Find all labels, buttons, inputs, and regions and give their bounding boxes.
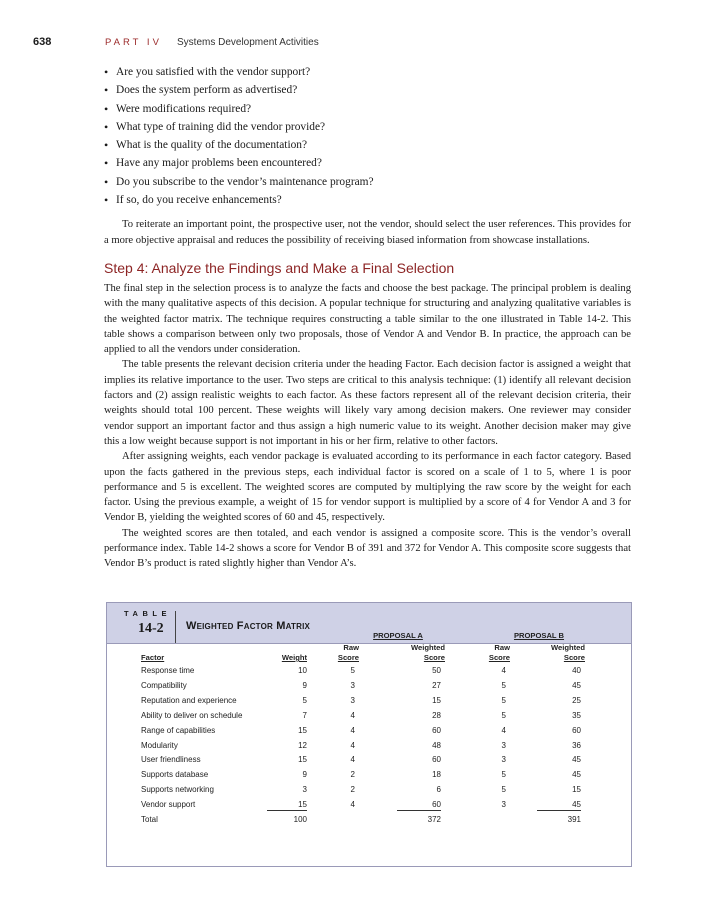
table-cell-weight: 3 <box>302 785 307 795</box>
table-cell-weight: 9 <box>302 770 307 780</box>
section-title: Systems Development Activities <box>177 37 319 48</box>
group-header-a: PROPOSAL A <box>373 631 423 640</box>
total-label: Total <box>141 815 158 824</box>
col-weight-header: Weight <box>281 653 307 662</box>
group-header-b: PROPOSAL B <box>513 631 565 640</box>
total-weighted-b: 391 <box>567 815 581 824</box>
table-label-number: 14-2 <box>138 621 164 636</box>
table-cell-weight: 5 <box>302 695 307 705</box>
step-heading: Step 4: Analyze the Findings and Make a Final Selection <box>104 259 455 276</box>
part-label: PART IV <box>105 37 162 48</box>
list-item: • Do you subscribe to the vendor’s maintenance program? <box>104 173 631 191</box>
table-cell-weight: 12 <box>298 740 307 750</box>
table-cell-factor: Modularity <box>141 740 178 750</box>
table-title: Weighted Factor Matrix <box>186 620 311 632</box>
col-raw-a-line2: Score <box>337 653 359 662</box>
table-cell-raw-b: 3 <box>501 800 506 810</box>
list-item: • Does the system perform as advertised? <box>104 81 631 99</box>
table-cell-weight: 15 <box>267 800 307 811</box>
table-cell-raw-b: 5 <box>501 710 506 720</box>
bullet-list <box>104 63 631 209</box>
table-cell-raw-a: 4 <box>350 755 355 765</box>
table-cell-raw-a: 4 <box>350 740 355 750</box>
table-cell-raw-b: 4 <box>501 666 506 675</box>
table-cell-raw-b: 4 <box>501 725 506 735</box>
table-cell-raw-b: 3 <box>501 740 506 750</box>
table-cell-weighted-a: 27 <box>432 680 441 690</box>
total-weight: 100 <box>293 815 307 824</box>
list-item: • Are you satisfied with the vendor support? <box>104 63 631 81</box>
table-cell-factor: Range of capabilities <box>141 725 216 735</box>
col-weighted-b-line1: Weighted <box>550 643 585 652</box>
table-cell-weighted-b: 15 <box>572 785 581 795</box>
table-label-word: TABLE <box>124 609 171 618</box>
table-cell-raw-a: 3 <box>350 695 355 705</box>
table-cell-factor: Compatibility <box>141 680 187 690</box>
table-cell-weight: 10 <box>298 666 307 675</box>
table-cell-factor: User friendliness <box>141 755 201 765</box>
col-weighted-b-line2: Score <box>563 653 585 662</box>
col-weighted-a-line2: Score <box>423 653 445 662</box>
table-cell-weighted-a: 6 <box>436 785 441 795</box>
table-cell-weighted-b: 60 <box>572 725 581 735</box>
table-cell-weight: 7 <box>302 710 307 720</box>
body-content <box>104 63 631 572</box>
total-weighted-a: 372 <box>427 815 441 824</box>
col-raw-b-line1: Raw <box>494 643 510 652</box>
paragraph: After assigning weights, each vendor package is evaluated according to its performance in each factor category. Based upon the facts gathered in the previous steps, each individual factor is scored on a scale of 1 to 5, where 1 is poor performance and 5 is excellent. The weighted scores are computed by multiplying the raw score by the weight for each factor. Using the previous example, a weight of 15 for vendor support is multiplied by a score of 4 for Vendor A and 3 for Vendor B, yielding the weighted scores of 60 and 45, respectively. <box>104 451 631 524</box>
running-head <box>33 36 319 50</box>
table-cell-weighted-b: 40 <box>572 666 581 675</box>
table-cell-weighted-b: 45 <box>572 680 581 690</box>
table-cell-raw-a: 2 <box>350 785 355 795</box>
table-cell-raw-b: 3 <box>501 755 506 765</box>
table-cell-weighted-a: 60 <box>432 725 441 735</box>
list-item: • If so, do you receive enhancements? <box>104 191 631 209</box>
table-cell-weighted-b: 45 <box>537 800 581 811</box>
table-cell-weighted-a: 60 <box>432 755 441 765</box>
table-cell-weighted-b: 45 <box>572 755 581 765</box>
table-cell-factor: Ability to deliver on schedule <box>141 710 243 720</box>
table-cell-raw-b: 5 <box>501 695 506 705</box>
table-cell-raw-b: 5 <box>501 785 506 795</box>
table-cell-raw-a: 4 <box>350 800 355 810</box>
table-cell-raw-a: 2 <box>350 770 355 780</box>
paragraph: The final step in the selection process is to analyze the facts and choose the best package. The principal problem is dealing with the many qualitative aspects of this decision. A popular technique for structuring and analyzing qualitative variables is the weighted factor matrix. The technique requires constructing a table similar to the one illustrated in Table 14-2. This table shows a comparison between only two proposals, those of Vendor A and Vendor B. In practice, the approach can be applied to all the vendors under consideration. <box>104 282 631 356</box>
table-cell-weighted-a: 18 <box>432 770 441 780</box>
page-number: 638 <box>33 36 52 48</box>
table-cell-weight: 15 <box>298 725 307 735</box>
table-cell-weighted-a: 50 <box>432 666 441 675</box>
paragraph-reiterate: To reiterate an important point, the prospective user, not the vendor, should select the user references. This provides for a more objective appraisal and reduces the possibility of receiving biased information from showcase installations. <box>104 219 631 246</box>
table-cell-factor: Response time <box>141 666 195 675</box>
table-cell-raw-b: 5 <box>501 770 506 780</box>
table-cell-factor: Reputation and experience <box>141 695 237 705</box>
table-cell-weight: 15 <box>298 755 307 765</box>
table-cell-raw-a: 5 <box>350 666 355 675</box>
table-cell-weighted-a: 28 <box>432 710 441 720</box>
paragraph: The weighted scores are then totaled, and each vendor is assigned a composite score. This is the vendor’s overall performance index. Table 14-2 shows a score for Vendor B of 391 and 372 for Vendor A. This composite score suggests that Vendor B’s product is rated slightly higher than Vendor A’s. <box>104 527 631 570</box>
table-cell-weighted-b: 25 <box>572 695 581 705</box>
table-cell-factor: Vendor support <box>141 800 196 810</box>
table-cell-raw-b: 5 <box>501 680 506 690</box>
table-cell-weighted-a: 15 <box>432 695 441 705</box>
list-item: • Were modifications required? <box>104 100 631 118</box>
col-raw-b-line2: Score <box>488 653 510 662</box>
col-factor-header: Factor <box>141 653 165 662</box>
col-raw-a-line1: Raw <box>343 643 359 652</box>
table-cell-weighted-b: 45 <box>572 770 581 780</box>
paragraph: The table presents the relevant decision criteria under the heading Factor. Each decision factor is assigned a weight that implies its relative importance to the user. Two steps are critical to this analysis technique: (1) identify all relevant decision factors and (2) assign realistic weights to each factor. As these factors represent all of the relevant decision criteria, their weights should total 100 percent. These weights will likely vary among decision makers. One reviewer may consider vendor support an important factor and thus assign a high numeric value to its weight. Another decision maker may give this a low weight because support is not important in his or her firm, relative to other factors. <box>104 359 631 447</box>
table-cell-weighted-a: 60 <box>397 800 441 811</box>
table-cell-factor: Supports database <box>141 770 209 780</box>
list-item: • What type of training did the vendor provide? <box>104 118 631 136</box>
table-cell-raw-a: 4 <box>350 725 355 735</box>
list-item: • What is the quality of the documentation? <box>104 136 631 154</box>
table-cell-weighted-a: 48 <box>432 740 441 750</box>
table-cell-weight: 9 <box>302 680 307 690</box>
table-cell-weighted-b: 36 <box>572 740 581 750</box>
table-cell-raw-a: 4 <box>350 710 355 720</box>
table-cell-weighted-b: 35 <box>572 710 581 720</box>
weighted-factor-table <box>106 602 632 867</box>
table-body <box>107 603 631 866</box>
col-weighted-a-line1: Weighted <box>410 643 445 652</box>
table-cell-raw-a: 3 <box>350 680 355 690</box>
list-item: • Have any major problems been encountered? <box>104 154 631 172</box>
table-cell-factor: Supports networking <box>141 785 214 795</box>
